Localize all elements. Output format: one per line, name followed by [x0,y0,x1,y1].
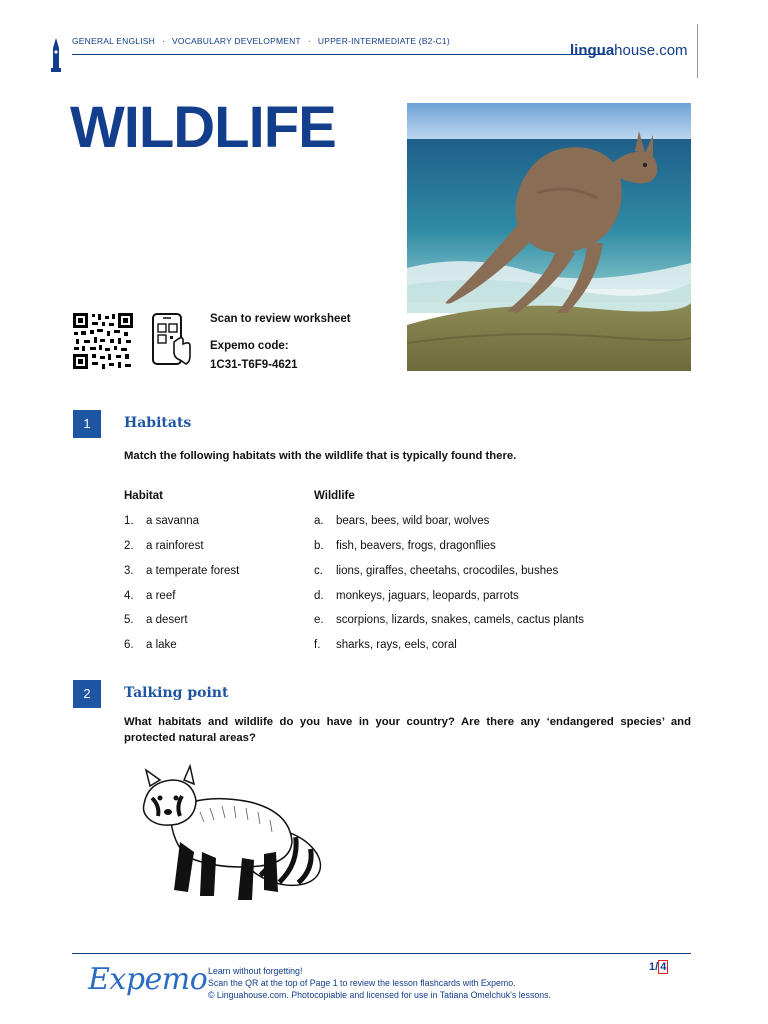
brand-logo[interactable]: linguahouse.com [570,42,688,59]
footer-copyright: © Linguahouse.com. Photocopiable and licensed for use in Tatiana Omelchuk's lessons. [208,990,551,1000]
header-rule [72,54,606,55]
habitat-item: 2. a rainforest [124,540,204,552]
brand-divider [697,24,698,78]
habitat-item: 1. a savanna [124,515,200,527]
kangaroo-photo [407,103,691,371]
section-1-instruction: Match the following habitats with the wildlife that is typically found there. [124,450,517,462]
page-title: WILDLIFE [70,95,336,160]
breadcrumb-level-2: VOCABULARY DEVELOPMENT [172,36,301,46]
phone-scan-icon [150,312,192,372]
expemo-logo[interactable]: Expemo [88,962,208,997]
section-2-number: 2 [73,680,101,708]
wildlife-item: a. bears, bees, wild boar, wolves [314,515,490,527]
wildlife-item: e. scorpions, lizards, snakes, camels, cactus plants [314,614,584,626]
big-ben-icon [50,38,62,72]
habitat-item: 4. a reef [124,590,176,602]
habitat-item: 5. a desert [124,614,188,626]
breadcrumb-level-3: UPPER-INTERMEDIATE (B2-C1) [317,36,450,46]
expemo-code-label: Expemo code: [210,340,289,352]
habitat-item: 6. a lake [124,639,177,651]
wildlife-column-header: Wildlife [314,490,355,502]
footer-rule [72,953,691,954]
footer-tagline: Learn without forgetting! [208,966,303,976]
section-2-title: Talking point [124,685,229,701]
red-panda-illustration [130,762,340,922]
page-header [48,36,700,76]
scan-label: Scan to review worksheet [210,313,351,325]
habitat-column-header: Habitat [124,490,163,502]
wildlife-item: c. lions, giraffes, cheetahs, crocodiles, bushes [314,565,559,577]
section-1-title: Habitats [124,415,192,431]
breadcrumb-level-1: GENERAL ENGLISH [72,36,155,46]
qr-code-icon[interactable] [72,312,134,370]
habitat-item: 3. a temperate forest [124,565,240,577]
wildlife-item: d. monkeys, jaguars, leopards, parrots [314,590,519,602]
breadcrumb: GENERAL ENGLISH · VOCABULARY DEVELOPMENT · UPPER-INTERMEDIATE (B2-C1) [72,36,450,46]
expemo-code-value: 1C31-T6F9-4621 [210,359,298,371]
page-current: 1 [649,961,656,973]
wildlife-item: f. sharks, rays, eels, coral [314,639,457,651]
page-indicator: 1/ 4 [649,961,667,973]
section-1-number: 1 [73,410,101,438]
talking-point-question: What habitats and wildlife do you have in your country? Are there any ‘endangered species’ and protected natural areas? [124,716,691,744]
page-total-link[interactable]: 4 [660,961,667,973]
footer-instruction: Scan the QR at the top of Page 1 to review the lesson flashcards with Expemo. [208,978,516,988]
wildlife-item: b. fish, beavers, frogs, dragonflies [314,540,496,552]
